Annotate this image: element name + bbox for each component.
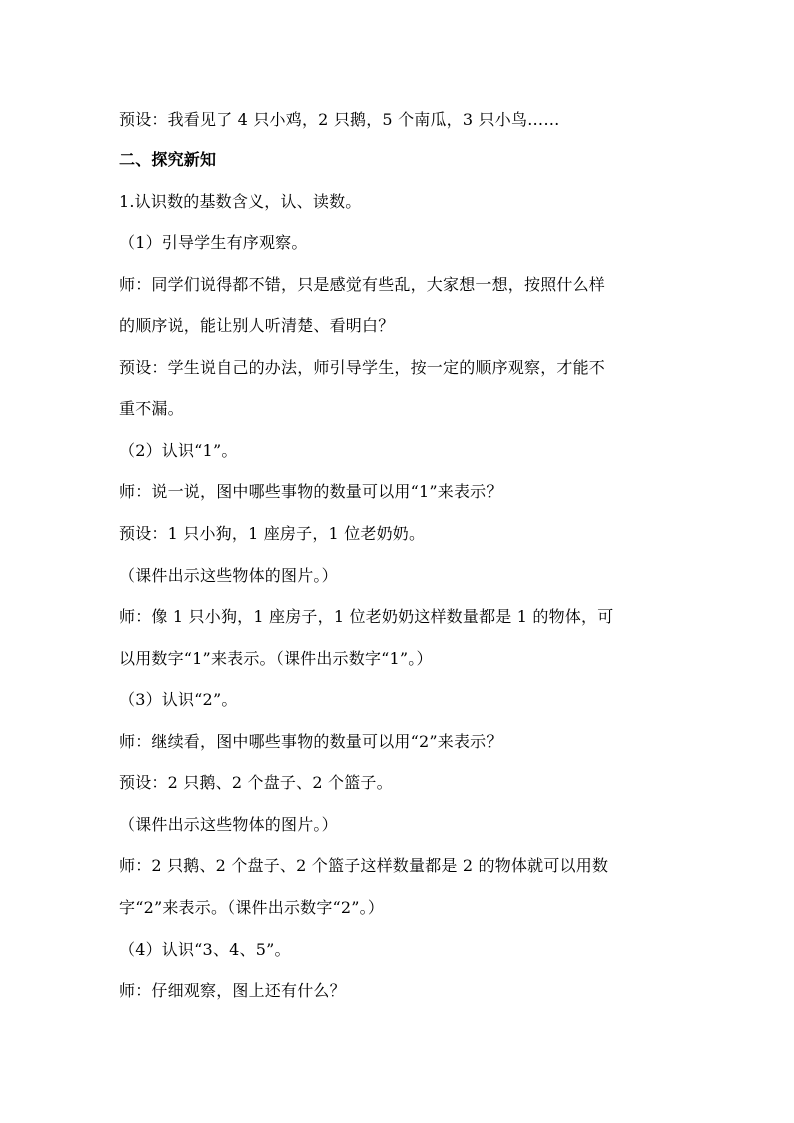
text-line: （4）认识“3、4、5”。: [119, 940, 291, 959]
text-line: （课件出示这些物体的图片。）: [119, 566, 338, 585]
text-line: 预设：2 只鹅、2 个盘子、2 个篮子。: [119, 773, 393, 792]
text-line: 预设：1 只小狗，1 座房子，1 位老奶奶。: [119, 524, 426, 543]
text-line: （2）认识“1”。: [119, 441, 238, 460]
text-line: 的顺序说，能让别人听清楚、看明白？: [119, 316, 395, 335]
text-line: 重不漏。: [119, 399, 184, 418]
section-heading: 二、探究新知: [119, 150, 217, 169]
text-line: 师：仔细观察，图上还有什么？: [119, 981, 346, 1000]
text-line: 字“2”来表示。（课件出示数字“2”。）: [119, 898, 385, 917]
text-line: 以用数字“1”来表示。（课件出示数字“1”。）: [119, 649, 433, 668]
text-line: 师：继续看，图中哪些事物的数量可以用“2”来表示？: [119, 732, 503, 751]
text-line: 师：同学们说得都不错，只是感觉有些乱，大家想一想，按照什么样: [119, 275, 606, 294]
text-line: 预设：学生说自己的办法，师引导学生，按一定的顺序观察，才能不: [119, 358, 606, 377]
text-line: 1.认识数的基数含义，认、读数。: [119, 192, 362, 211]
text-line: （3）认识“2”。: [119, 690, 238, 709]
text-line: 师：像 1 只小狗，1 座房子，1 位老奶奶这样数量都是 1 的物体，可: [119, 607, 614, 626]
text-line: （课件出示这些物体的图片。）: [119, 815, 338, 834]
text-line: （1）引导学生有序观察。: [119, 233, 308, 252]
text-line: 师：2 只鹅、2 个盘子、2 个篮子这样数量都是 2 的物体就可以用数: [119, 856, 609, 875]
text-line: 预设：我看见了 4 只小鸡，2 只鹅，5 个南瓜，3 只小鸟……: [119, 110, 560, 129]
text-line: 师：说一说，图中哪些事物的数量可以用“1”来表示？: [119, 482, 503, 501]
